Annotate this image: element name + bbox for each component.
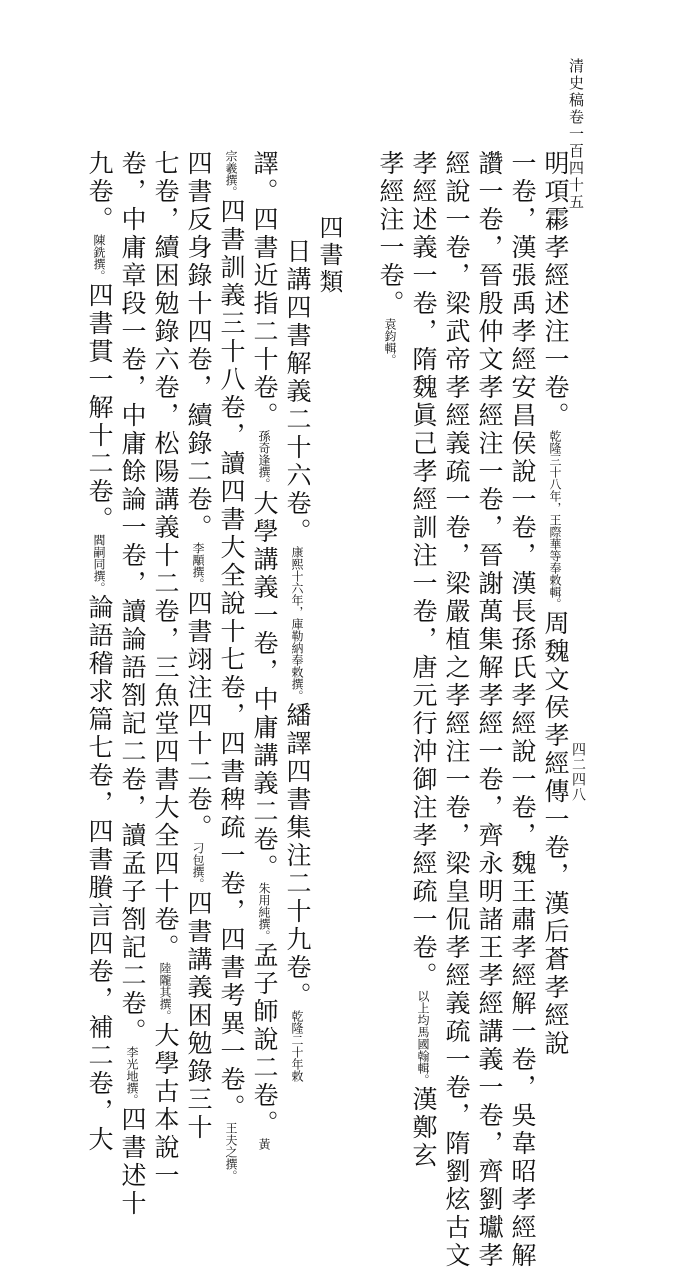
page-number: 四二四八 <box>570 742 586 802</box>
section-column-1 <box>280 238 314 1082</box>
main-text: 四書訓義三十八卷，讀四書大全說十七卷，四書稗疏一卷，四書考異一卷。 <box>217 198 246 1122</box>
main-text: 繙譯四書集注二十九卷。 <box>283 702 312 1010</box>
main-text: 周魏文侯孝經傳一卷，漢后蒼孝經說 <box>541 610 570 1058</box>
main-text: 論語稽求篇七卷，四書賸言四卷，補二卷，大 <box>85 594 114 1154</box>
annotation: 朱用純撰。 <box>257 882 271 942</box>
main-text: 四書貫一解十二卷。 <box>85 282 114 534</box>
section-column-2 <box>247 150 281 1150</box>
text-column-5 <box>406 150 440 1170</box>
annotation: 閻嗣同撰。 <box>92 534 106 594</box>
annotation: 乾隆三十八年，王際華等奉敕輯。 <box>548 430 562 610</box>
main-text: 四書講義困勉錄三十 <box>184 890 213 1142</box>
text-column-3 <box>472 150 506 1270</box>
annotation: 陳銑撰。 <box>92 234 106 282</box>
main-text: 經說一卷，梁武帝孝經義疏一卷，梁嚴植之孝經注一卷，梁皇侃孝經義疏一卷，隋劉炫古文 <box>442 150 471 1270</box>
annotation: 陸隴其撰。 <box>158 962 172 1022</box>
main-text: 孝經注一卷。 <box>376 150 405 318</box>
text-column-1 <box>538 150 572 1058</box>
main-text: 四書近指二十卷。 <box>250 206 279 430</box>
main-text: 四書反身錄十四卷，續錄二卷。 <box>184 150 213 542</box>
main-text: 一卷，漢張禹孝經安昌侯說一卷，漢長孫氏孝經說一卷，魏王肅孝經解一卷，吳韋昭孝經解 <box>508 150 537 1270</box>
main-text: 九卷。 <box>85 150 114 234</box>
annotation: 刁包撰。 <box>191 842 205 890</box>
annotation: 康熙十六年，庫勒納奉敕撰。 <box>290 546 304 702</box>
main-text: 明項霦孝經述注一卷。 <box>541 150 570 430</box>
main-text: 七卷，續困勉錄六卷，松陽講義十二卷，三魚堂四書大全四十卷。 <box>151 150 180 962</box>
section-heading: 四書類 <box>315 215 343 296</box>
main-text: 譯。 <box>250 150 279 206</box>
main-text: 四書述十 <box>118 1106 147 1218</box>
section-column-6 <box>115 150 149 1218</box>
text-column-4 <box>439 150 473 1270</box>
main-text: 日講四書解義二十六卷。 <box>283 238 312 546</box>
annotation: 宗羲撰。 <box>224 150 238 198</box>
annotation: 以上均馬國翰輯。 <box>416 990 430 1086</box>
section-column-4 <box>181 150 215 1142</box>
annotation: 王夫之撰。 <box>224 1122 238 1182</box>
annotation: 李顒撰。 <box>191 542 205 590</box>
main-text: 大學古本說一 <box>151 1022 180 1190</box>
main-text: 孟子師說二卷。 <box>250 942 279 1138</box>
section-column-7 <box>82 150 116 1154</box>
annotation: 乾隆二十年敕 <box>290 1010 304 1082</box>
main-text: 四書翊注四十二卷。 <box>184 590 213 842</box>
main-text: 卷，中庸章段一卷，中庸餘論一卷，讀論語劄記二卷，讀孟子劄記二卷。 <box>118 150 147 1046</box>
main-text: 讚一卷，晉殷仲文孝經注一卷，晉謝萬集解孝經一卷，齊永明諸王孝經講義一卷，齊劉瓛孝 <box>475 150 504 1270</box>
book-title: 清史稿卷一百四十五 <box>567 58 585 211</box>
annotation: 孫奇逢撰。 <box>257 430 271 490</box>
annotation: 袁鈞輯。 <box>383 318 397 366</box>
annotation: 黃 <box>257 1138 271 1150</box>
section-column-3 <box>214 150 248 1182</box>
annotation: 李光地撰。 <box>125 1046 139 1106</box>
main-text: 大學講義一卷，中庸講義二卷。 <box>250 490 279 882</box>
text-column-6 <box>373 150 407 950</box>
text-column-2 <box>505 150 539 1270</box>
section-column-5 <box>148 150 182 1190</box>
main-text: 孝經述義一卷，隋魏眞己孝經訓注一卷，唐元行沖御注孝經疏一卷。 <box>409 150 438 990</box>
main-text: 漢鄭玄 <box>409 1086 438 1170</box>
